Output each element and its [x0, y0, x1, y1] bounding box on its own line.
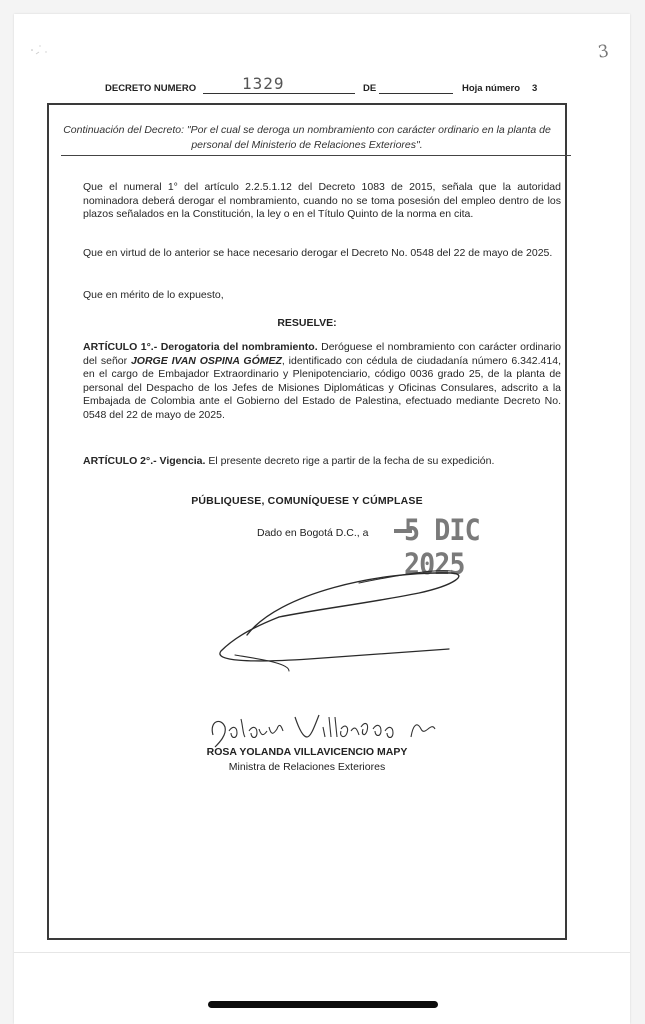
decree-number-label: DECRETO NUMERO — [105, 83, 197, 94]
continuation-title: Continuación del Decreto: "Por el cual se deroga un nombramiento con carácter ordinario en la planta de personal del Ministerio de Relaciones Exteriores". — [63, 124, 551, 151]
decree-number: 1329 — [242, 74, 285, 93]
date-line — [379, 93, 453, 94]
paragraph-considerando-3: Que en mérito de lo expuesto, — [83, 289, 224, 301]
article-2-text: El presente decreto rige a partir de la fecha de su expedición. — [205, 455, 495, 467]
closing-formula: PÚBLIQUESE, COMUNÍQUESE Y CÚMPLASE — [191, 495, 423, 507]
sheet-number: 3 — [532, 83, 538, 94]
article-2 — [83, 455, 561, 469]
scan-speckles — [28, 40, 68, 60]
article-1-person: JORGE IVAN OSPINA GÓMEZ — [130, 354, 282, 367]
home-indicator[interactable] — [208, 1001, 438, 1008]
resuelve-heading: RESUELVE: — [277, 317, 337, 329]
article-2-heading: ARTÍCULO 2°.- Vigencia. — [83, 455, 206, 467]
decree-number-line — [203, 93, 355, 94]
paragraph-considerando-2: Que en virtud de lo anterior se hace necesario derogar el Decreto No. 0548 del 22 de mayo de 2025. — [83, 247, 553, 259]
page-bottom-edge — [14, 952, 630, 953]
handwritten-name-signature — [199, 709, 459, 749]
signer-name: ROSA YOLANDA VILLAVICENCIO MAPY — [206, 746, 408, 758]
decree-header — [105, 74, 545, 100]
dado-en-bogota: Dado en Bogotá D.C., a — [257, 527, 369, 539]
date-stamp: 5 DIC 2025 — [404, 513, 480, 581]
paragraph-considerando-1: Que el numeral 1° del artículo 2.2.5.1.12 del Decreto 1083 de 2015, señala que la autoridad nominadora deberá derogar el nombramiento, cuando no se toma posesión del empleo dentro de los plazos señalados en la Constitución, la ley o en el Título Quinto de la norma en cita. — [83, 181, 561, 220]
page-corner-mark: 3 — [596, 41, 611, 63]
sheet-label: Hoja número — [462, 83, 521, 94]
continuation-rule — [61, 155, 571, 156]
signature — [219, 563, 479, 673]
date-label: DE — [363, 83, 377, 94]
article-1 — [83, 341, 561, 422]
signer-title: Ministra de Relaciones Exteriores — [228, 761, 386, 773]
article-1-heading: ARTÍCULO 1°.- Derogatoria del nombramiento. — [83, 341, 318, 353]
article-1-text-a: Deróguese el nombramiento con carácter ordinario del señor — [83, 341, 562, 367]
decree-frame — [47, 103, 567, 940]
article-1-text-b: , identificado con cédula de ciudadanía número 6.342.414, en el cargo de Embajador Extraordinario y Plenipotenciario, código 0036 grado 25, de la planta de personal del Despacho de los Jefes de Misiones Diplomáticas y Oficinas Consulares, adscrito a la Embajada de Colombia ante el Gobierno del Estado de Palestina, efectuado mediante Decreto No. 0548 del 22 de mayo de 2025. — [83, 354, 561, 421]
